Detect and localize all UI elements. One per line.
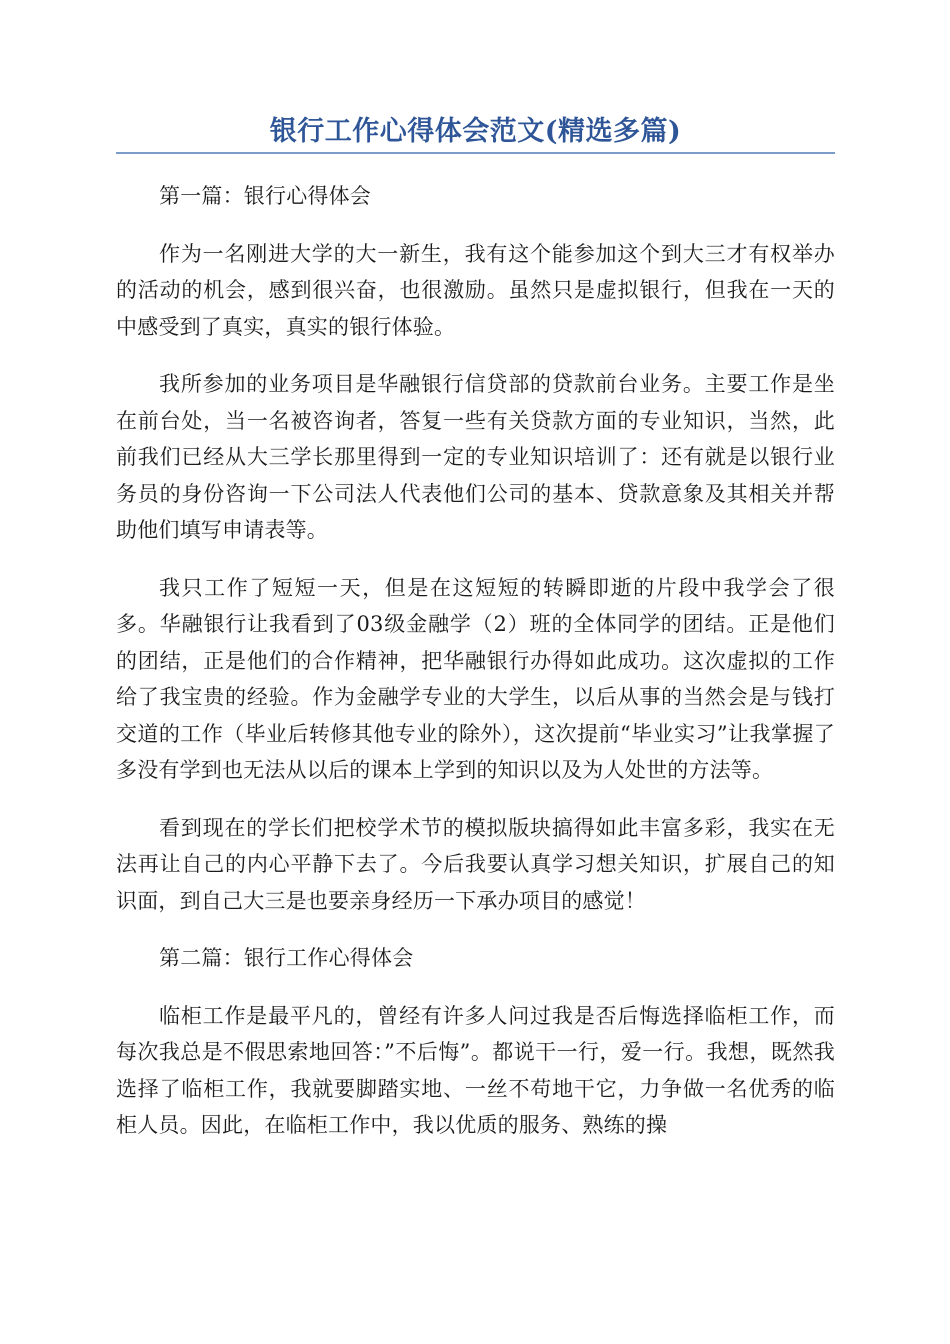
paragraph: 我只工作了短短一天，但是在这短短的转瞬即逝的片段中我学会了很多。华融银行让我看到了03级金融学（2）班的全体同学的团结。正是他们的团结，正是他们的合作精神，把华融银行办得如此成功。这次虚拟的工作给了我宝贵的经验。作为金融学专业的大学生，以后从事的当然会是与钱打交道的工作（毕业后转修其他专业的除外），这次提前“毕业实习”让我掌握了多没有学到也无法从以后的课本上学到的知识以及为人处世的方法等。 <box>116 575 835 782</box>
section-2 <box>116 940 835 1144</box>
document-body <box>116 178 835 1144</box>
paragraph: 我所参加的业务项目是华融银行信贷部的贷款前台业务。主要工作是坐在前台处，当一名被咨询者，答复一些有关贷款方面的专业知识，当然，此前我们已经从大三学长那里得到一定的专业知识培训了：还有就是以银行业务员的身份咨询一下公司法人代表他们公司的基本、贷款意象及其相关并帮助他们填写申请表等。 <box>116 372 835 542</box>
section-1 <box>116 178 835 919</box>
paragraph: 临柜工作是最平凡的，曾经有许多人问过我是否后悔选择临柜工作，而每次我总是不假思索地回答：”不后悔”。都说干一行，爱一行。我想，既然我选择了临柜工作，我就要脚踏实地、一丝不苟地干它，力争做一名优秀的临柜人员。因此，在临柜工作中，我以优质的服务、熟练的操 <box>116 1003 835 1137</box>
document-title: 银行工作心得体会范文(精选多篇) <box>269 116 682 147</box>
title-underline <box>116 152 835 154</box>
document-page <box>116 0 835 1144</box>
section-heading: 第一篇：银行心得体会 <box>159 184 371 208</box>
paragraph: 作为一名刚进大学的大一新生，我有这个能参加这个到大三才有权举办的活动的机会，感到很兴奋，也很激励。虽然只是虚拟银行，但我在一天的中感受到了真实，真实的银行体验。 <box>116 241 835 339</box>
section-heading: 第二篇：银行工作心得体会 <box>159 946 414 970</box>
paragraph: 看到现在的学长们把校学术节的模拟版块搞得如此丰富多彩，我实在无法再让自己的内心平静下去了。今后我要认真学习想关知识，扩展自己的知识面，到自己大三是也要亲身经历一下承办项目的感觉！ <box>116 815 835 913</box>
